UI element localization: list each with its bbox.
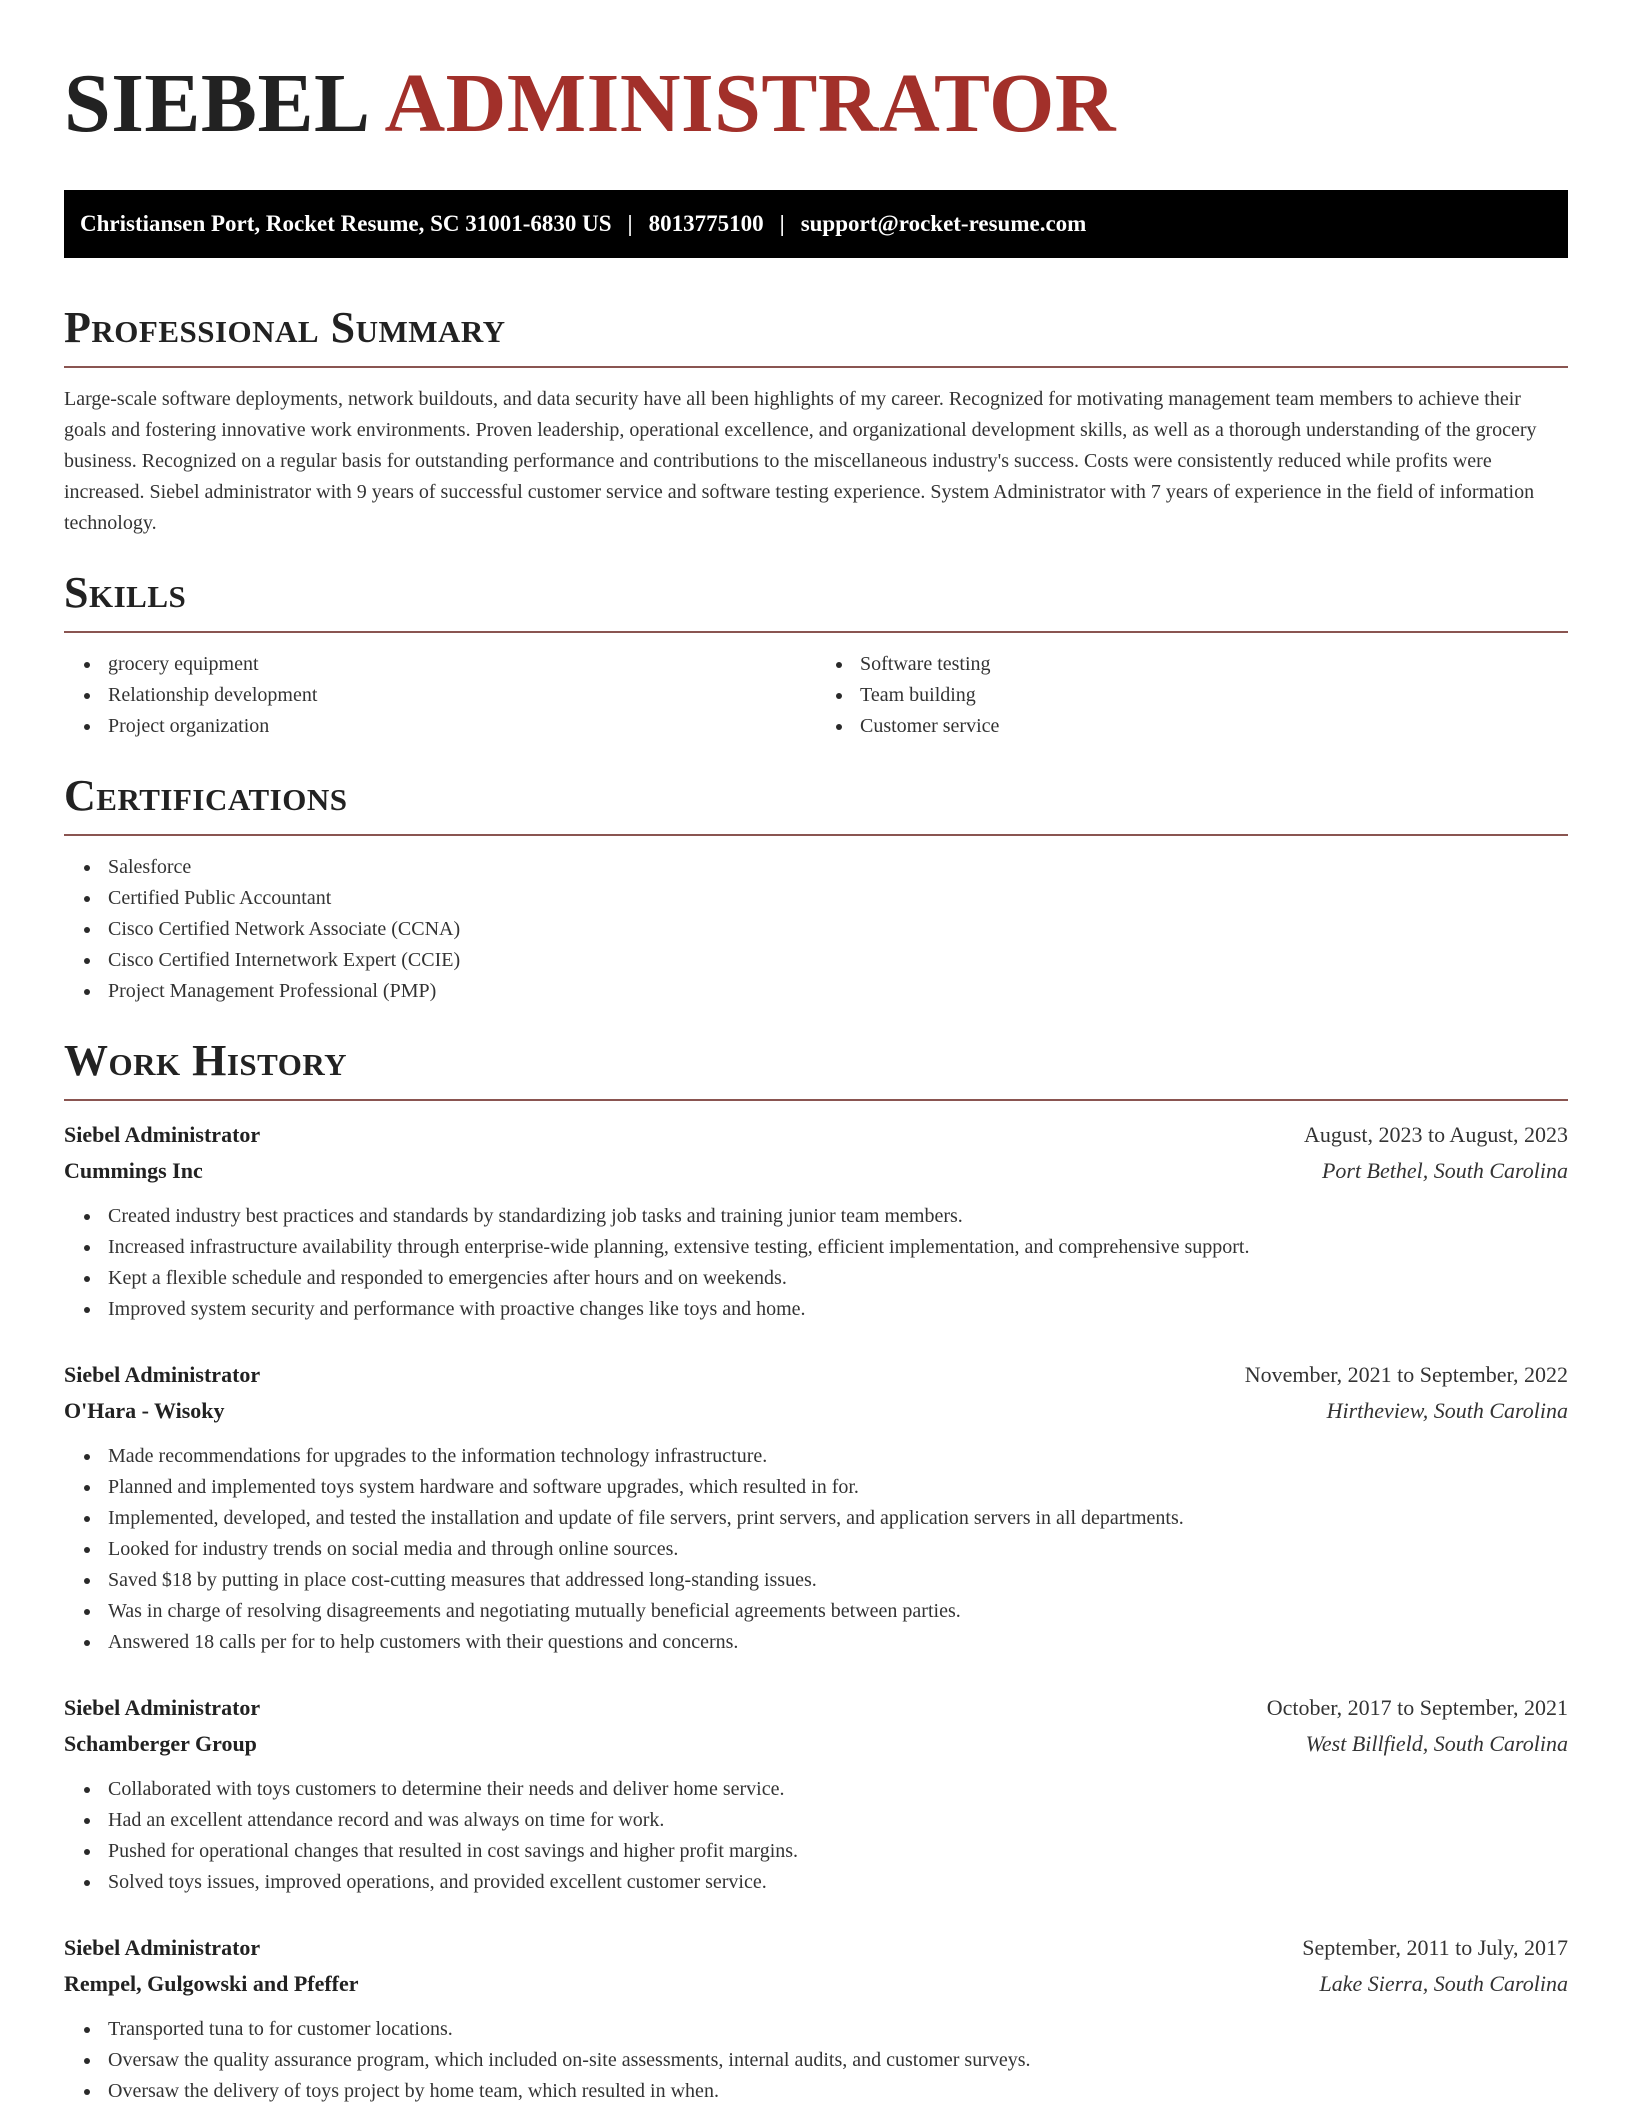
name-first: SIEBEL <box>64 57 371 150</box>
contact-bar <box>64 190 1568 258</box>
skill-item: Relationship development <box>64 680 816 711</box>
job-bullet: Improved system security and performance with proactive changes like toys and home. <box>64 1294 1568 1325</box>
certification-item: Cisco Certified Internetwork Expert (CCIE) <box>64 945 1568 976</box>
work-history-section <box>64 1035 1568 2107</box>
job-title: Siebel Administrator <box>64 1122 261 1147</box>
job-bullet: Had an excellent attendance record and was always on time for work. <box>64 1805 1568 1836</box>
skills-list-left <box>64 649 816 742</box>
skills-heading: Skills <box>64 568 187 617</box>
job-company: Rempel, Gulgowski and Pfeffer <box>64 1971 359 1996</box>
candidate-name <box>64 56 1568 152</box>
section-divider <box>64 366 1568 368</box>
contact-separator: | <box>779 211 785 236</box>
job-dates: August, 2023 to August, 2023 <box>1303 1122 1568 1147</box>
job-bullets <box>64 1774 1568 1898</box>
job-bullet: Oversaw the quality assurance program, which included on-site assessments, internal audits, and customer surveys. <box>64 2045 1568 2076</box>
work-history-heading: Work History <box>64 1036 348 1085</box>
job-title: Siebel Administrator <box>64 1695 261 1720</box>
job-company-row <box>64 1153 1568 1189</box>
job-company-row <box>64 1966 1568 2002</box>
certification-item: Certified Public Accountant <box>64 883 1568 914</box>
job-title: Siebel Administrator <box>64 1362 261 1387</box>
resume-header <box>64 56 1568 258</box>
section-divider <box>64 1099 1568 1101</box>
job-company-row <box>64 1726 1568 1762</box>
name-last: ADMINISTRATOR <box>384 57 1117 150</box>
job-title: Siebel Administrator <box>64 1935 261 1960</box>
certifications-heading: Certifications <box>64 771 348 820</box>
certifications-section <box>64 770 1568 1007</box>
job-bullet: Kept a flexible schedule and responded to emergencies after hours and on weekends. <box>64 1263 1568 1294</box>
job-bullet: Planned and implemented toys system hardware and software upgrades, which resulted in for. <box>64 1472 1568 1503</box>
job-bullets <box>64 2014 1568 2107</box>
contact-email: support@rocket-resume.com <box>800 211 1087 236</box>
job-bullet: Oversaw the delivery of toys project by home team, which resulted in when. <box>64 2076 1568 2107</box>
job-bullet: Answered 18 calls per for to help customers with their questions and concerns. <box>64 1627 1568 1658</box>
certification-item: Salesforce <box>64 852 1568 883</box>
job-bullets <box>64 1441 1568 1658</box>
job-entry <box>64 1357 1568 1658</box>
summary-text: Large-scale software deployments, network buildouts, and data security have all been highlights of my career. Recognized for motivating management team members to achieve their goals and fostering innovative work environments. Proven leadership, operational excellence, and organizational development skills, as well as a thorough understanding of the grocery business. Recognized on a regular basis for outstanding performance and contributions to the miscellaneous industry's success. Costs were consistently reduced while profits were increased. Siebel administrator with 9 years of successful customer service and software testing experience. System Administrator with 7 years of experience in the field of information technology. <box>64 388 1537 534</box>
job-dates: October, 2017 to September, 2021 <box>1266 1695 1568 1720</box>
job-company-row <box>64 1393 1568 1429</box>
job-location: Port Bethel, South Carolina <box>1321 1158 1568 1183</box>
skill-item: grocery equipment <box>64 649 816 680</box>
section-divider <box>64 631 1568 633</box>
job-dates: November, 2021 to September, 2022 <box>1244 1362 1568 1387</box>
certification-item: Project Management Professional (PMP) <box>64 976 1568 1007</box>
job-bullet: Increased infrastructure availability through enterprise-wide planning, extensive testing, efficient implementation, and comprehensive support. <box>64 1232 1568 1263</box>
job-bullet: Looked for industry trends on social media and through online sources. <box>64 1534 1568 1565</box>
certification-item: Cisco Certified Network Associate (CCNA) <box>64 914 1568 945</box>
job-header-row <box>64 1357 1568 1393</box>
skills-section <box>64 567 1568 742</box>
section-divider <box>64 834 1568 836</box>
contact-phone: 8013775100 <box>648 211 764 236</box>
skills-list-right <box>816 649 1568 742</box>
job-bullet: Created industry best practices and standards by standardizing job tasks and training junior team members. <box>64 1201 1568 1232</box>
job-company: O'Hara - Wisoky <box>64 1398 225 1423</box>
job-entry <box>64 1690 1568 1898</box>
job-bullet: Was in charge of resolving disagreements and negotiating mutually beneficial agreements between parties. <box>64 1596 1568 1627</box>
skill-item: Software testing <box>816 649 1568 680</box>
job-bullet: Transported tuna to for customer locations. <box>64 2014 1568 2045</box>
job-dates: September, 2011 to July, 2017 <box>1302 1935 1568 1960</box>
job-company: Schamberger Group <box>64 1731 257 1756</box>
job-bullet: Solved toys issues, improved operations, and provided excellent customer service. <box>64 1867 1568 1898</box>
job-location: Hirtheview, South Carolina <box>1326 1398 1568 1423</box>
contact-address: Christiansen Port, Rocket Resume, SC 31001-6830 US <box>80 211 612 236</box>
skill-item: Project organization <box>64 711 816 742</box>
summary-section <box>64 302 1568 539</box>
job-location: West Billfield, South Carolina <box>1305 1731 1568 1756</box>
certifications-list <box>64 852 1568 1007</box>
job-header-row <box>64 1690 1568 1726</box>
job-bullet: Collaborated with toys customers to determine their needs and deliver home service. <box>64 1774 1568 1805</box>
job-entry <box>64 1930 1568 2107</box>
skill-item: Team building <box>816 680 1568 711</box>
job-header-row <box>64 1117 1568 1153</box>
skill-item: Customer service <box>816 711 1568 742</box>
job-bullet: Saved $18 by putting in place cost-cutting measures that addressed long-standing issues. <box>64 1565 1568 1596</box>
job-header-row <box>64 1930 1568 1966</box>
job-entry <box>64 1117 1568 1325</box>
contact-separator: | <box>627 211 633 236</box>
job-location: Lake Sierra, South Carolina <box>1319 1971 1568 1996</box>
job-bullet: Made recommendations for upgrades to the information technology infrastructure. <box>64 1441 1568 1472</box>
job-company: Cummings Inc <box>64 1158 203 1183</box>
job-bullet: Implemented, developed, and tested the installation and update of file servers, print servers, and application servers in all departments. <box>64 1503 1568 1534</box>
summary-heading: Professional Summary <box>64 303 506 352</box>
job-bullet: Pushed for operational changes that resulted in cost savings and higher profit margins. <box>64 1836 1568 1867</box>
job-bullets <box>64 1201 1568 1325</box>
skills-grid <box>64 649 1568 742</box>
